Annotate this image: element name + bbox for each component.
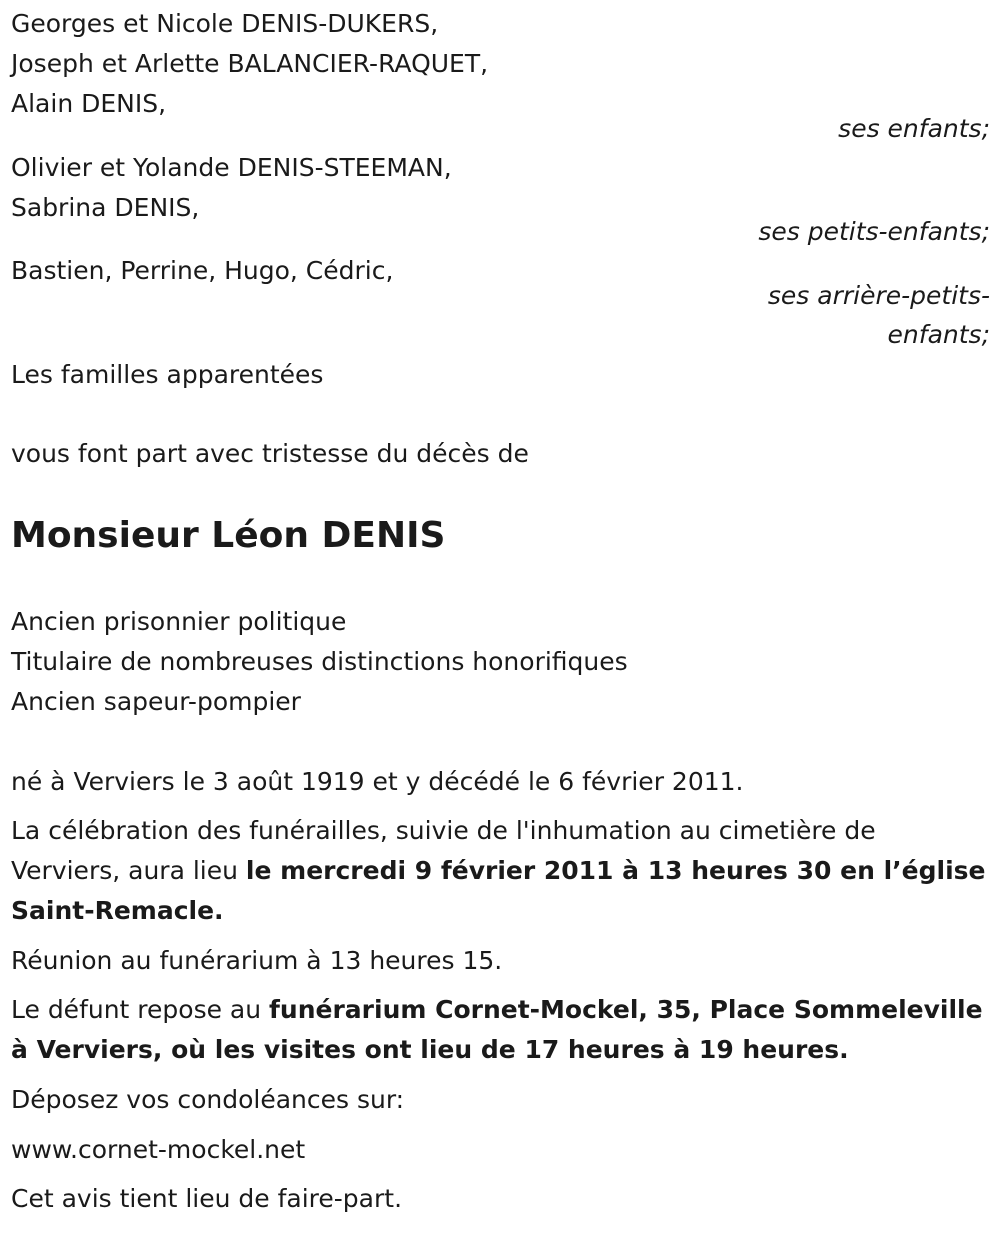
deceased-name: Monsieur Léon DENIS xyxy=(11,515,446,556)
rest-address: funérarium Cornet-Mockel, 35, Place Sommeleville xyxy=(269,995,983,1024)
notice-mention: Cet avis tient lieu de faire-part. xyxy=(11,1184,403,1213)
great-grandchildren-role-line2: enfants; xyxy=(887,320,990,349)
grandchildren-role: ses petits-enfants; xyxy=(758,217,990,246)
rest-line xyxy=(11,1030,989,1070)
great-grandchild-name: Bastien, Perrine, Hugo, Cédric, xyxy=(11,256,394,285)
announcement-text: vous font part avec tristesse du décès de xyxy=(11,439,529,468)
condolences-label: Déposez vos condoléances sur: xyxy=(11,1085,405,1114)
grandchild-name: Sabrina DENIS, xyxy=(11,193,200,222)
celebration-line xyxy=(11,851,989,891)
title-line: Titulaire de nombreuses distinctions honorifiques xyxy=(11,647,628,676)
meeting-info: Réunion au funérarium à 13 heures 15. xyxy=(11,946,503,975)
deceased-titles xyxy=(11,602,986,722)
rest-text: Le défunt repose au xyxy=(11,995,270,1024)
rest-location xyxy=(11,990,989,1070)
related-families: Les familles apparentées xyxy=(11,360,324,389)
child-name: Joseph et Arlette BALANCIER-RAQUET, xyxy=(11,49,489,78)
celebration-line xyxy=(11,891,989,931)
birth-death-line: né à Verviers le 3 août 1919 et y décédé le 6 février 2011. xyxy=(11,767,744,796)
children-role: ses enfants; xyxy=(838,114,990,143)
title-line: Ancien prisonnier politique xyxy=(11,607,347,636)
child-name: Alain DENIS, xyxy=(11,89,167,118)
celebration-text: Verviers, aura lieu xyxy=(11,856,246,885)
title-line: Ancien sapeur-pompier xyxy=(11,687,301,716)
grandchild-name: Olivier et Yolande DENIS-STEEMAN, xyxy=(11,153,452,182)
rest-line xyxy=(11,990,989,1030)
great-grandchildren-role-line1: ses arrière-petits- xyxy=(767,281,990,310)
rest-visits: à Verviers, où les visites ont lieu de 17 heures à 19 heures. xyxy=(11,1035,849,1064)
funeral-celebration xyxy=(11,811,989,931)
celebration-church: Saint-Remacle. xyxy=(11,896,224,925)
celebration-date: le mercredi 9 février 2011 à 13 heures 30 en l’église xyxy=(245,856,986,885)
celebration-line: La célébration des funérailles, suivie de l'inhumation au cimetière de xyxy=(11,816,876,845)
children-names xyxy=(11,4,986,124)
condolences-website: www.cornet-mockel.net xyxy=(11,1135,306,1164)
child-name: Georges et Nicole DENIS-DUKERS, xyxy=(11,9,439,38)
